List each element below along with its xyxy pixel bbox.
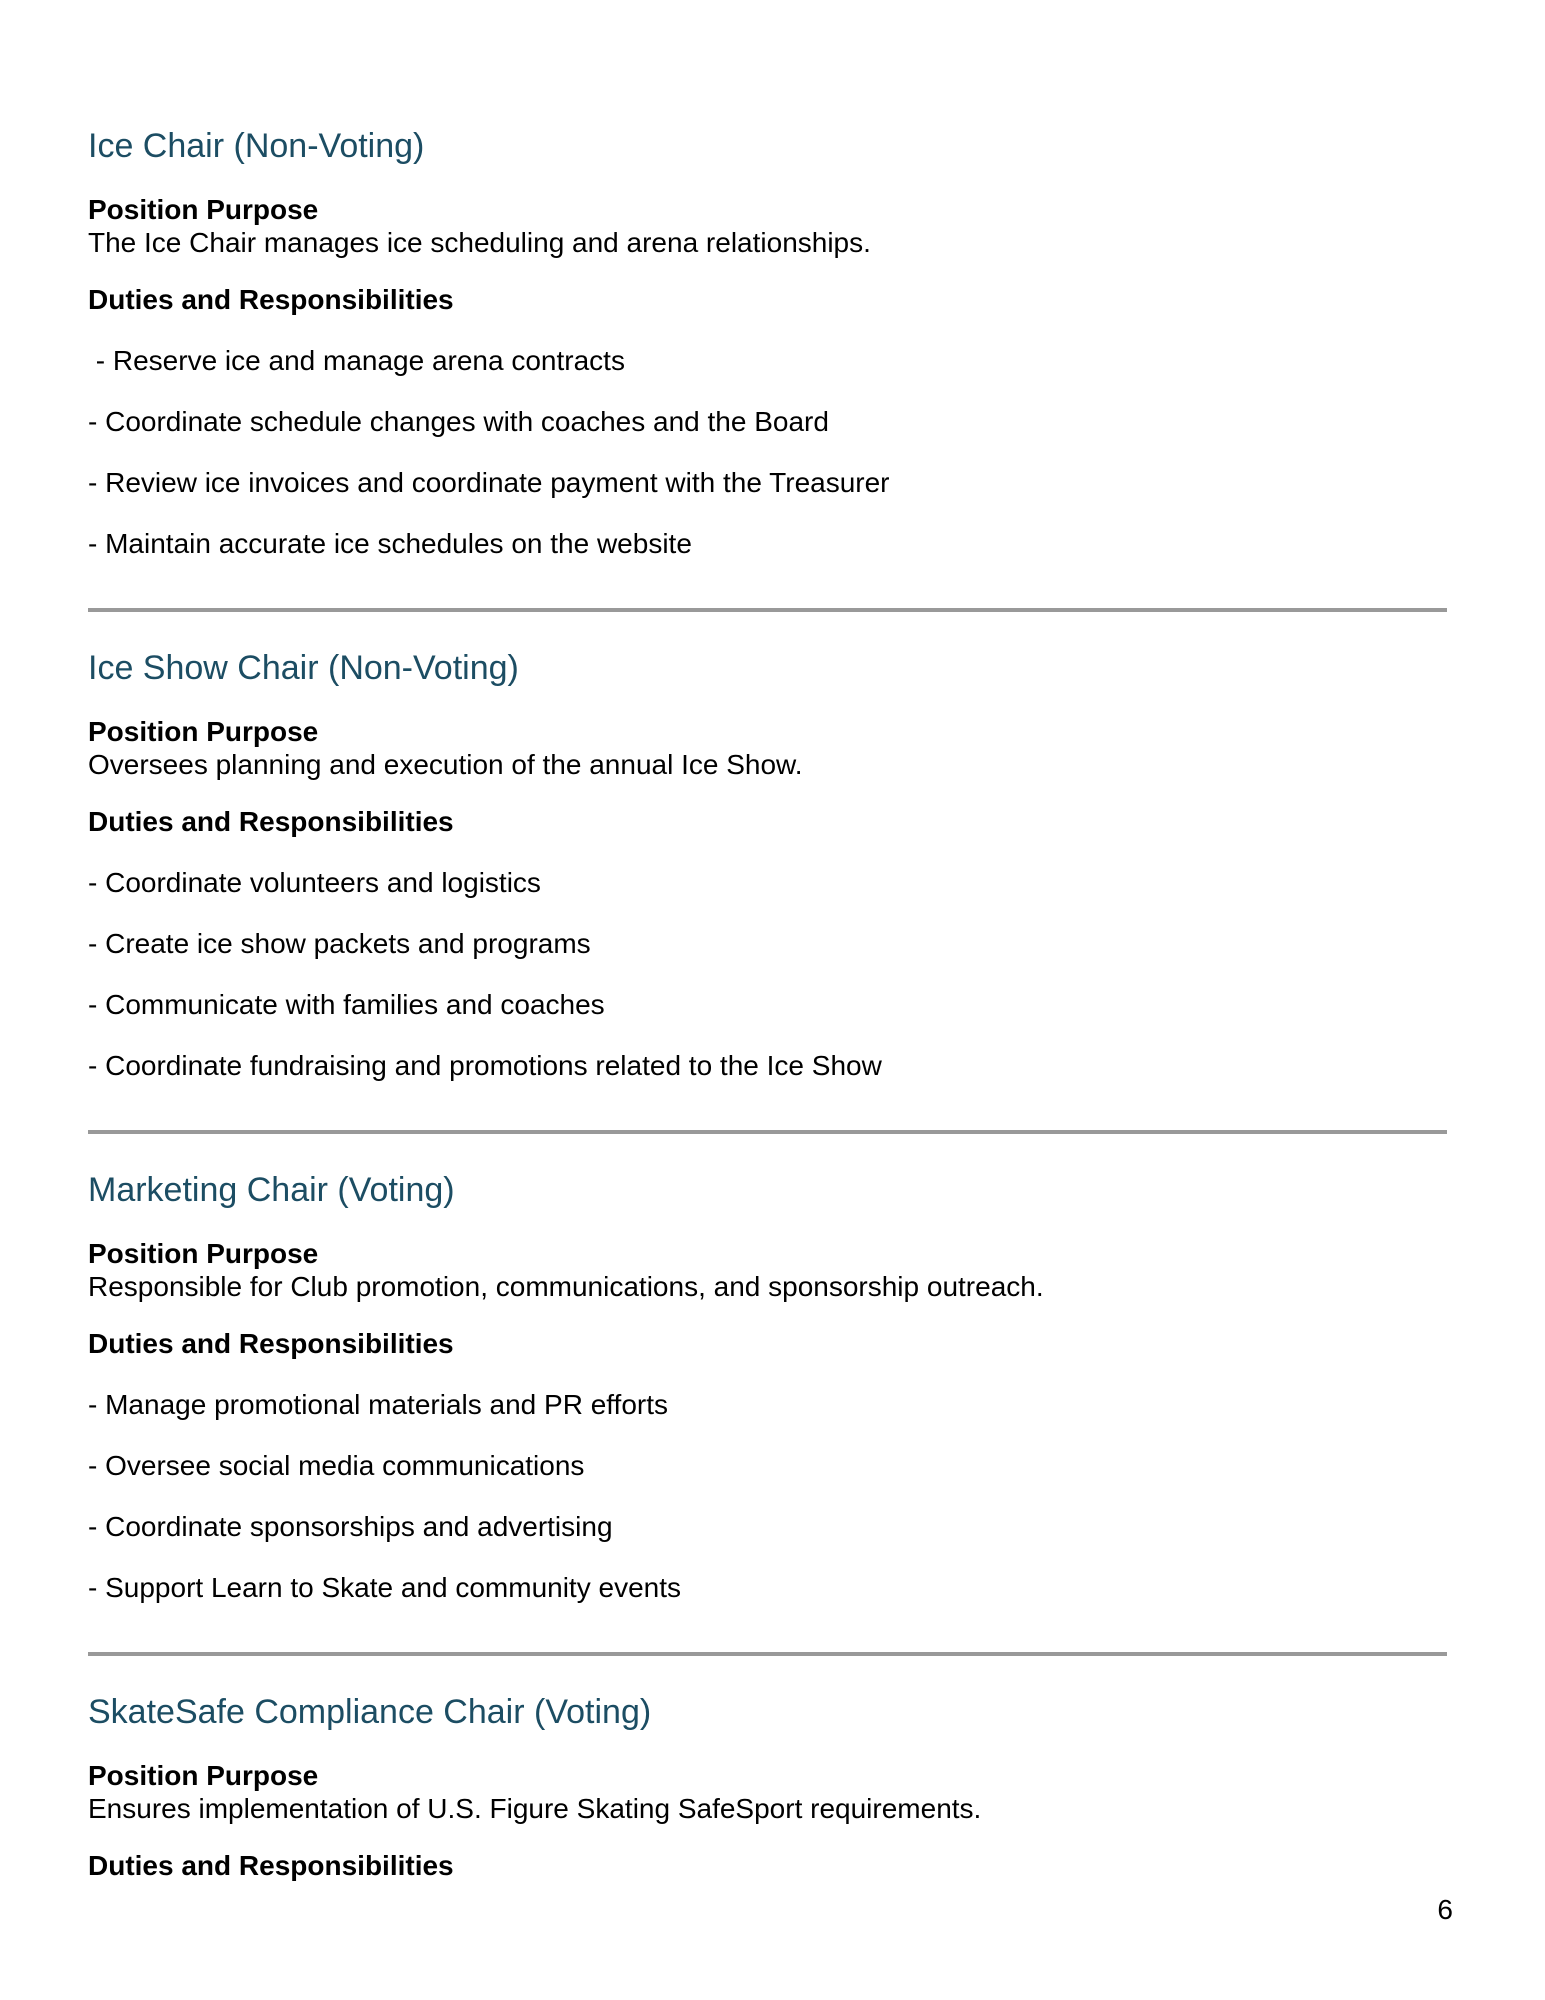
- duty-item: - Maintain accurate ice schedules on the website: [88, 528, 692, 559]
- section-divider: [88, 608, 1447, 612]
- duties-list: [88, 1388, 1447, 1604]
- duties-list: [88, 866, 1447, 1082]
- duties-label: Duties and Responsibilities: [88, 806, 454, 837]
- position-section: [88, 1170, 1447, 1656]
- page-number: 6: [1437, 1894, 1453, 1925]
- position-purpose-text: Oversees planning and execution of the annual Ice Show.: [88, 749, 803, 780]
- section-heading: Ice Chair (Non-Voting): [88, 127, 425, 165]
- section-heading: SkateSafe Compliance Chair (Voting): [88, 1693, 652, 1731]
- duty-item: - Reserve ice and manage arena contracts: [88, 345, 625, 376]
- section-heading: Ice Show Chair (Non-Voting): [88, 649, 519, 687]
- duty-item: - Review ice invoices and coordinate payment with the Treasurer: [88, 467, 890, 498]
- duty-item: - Coordinate fundraising and promotions related to the Ice Show: [88, 1050, 882, 1081]
- position-purpose-label: Position Purpose: [88, 716, 319, 747]
- position-section: [88, 648, 1447, 1134]
- section-divider: [88, 1130, 1447, 1134]
- duty-item: - Create ice show packets and programs: [88, 928, 591, 959]
- position-purpose-text: Responsible for Club promotion, communications, and sponsorship outreach.: [88, 1271, 1044, 1302]
- position-section: [88, 1692, 1447, 1882]
- duties-label: Duties and Responsibilities: [88, 284, 454, 315]
- duties-list: [88, 344, 1447, 560]
- sections-container: [88, 126, 1447, 1882]
- duty-item: - Coordinate sponsorships and advertising: [88, 1511, 613, 1542]
- duty-item: - Oversee social media communications: [88, 1450, 585, 1481]
- duty-item: - Communicate with families and coaches: [88, 989, 605, 1020]
- duties-label: Duties and Responsibilities: [88, 1850, 454, 1881]
- position-purpose-text: Ensures implementation of U.S. Figure Skating SafeSport requirements.: [88, 1793, 982, 1824]
- duty-item: - Coordinate volunteers and logistics: [88, 867, 541, 898]
- duty-item: - Coordinate schedule changes with coaches and the Board: [88, 406, 829, 437]
- position-purpose-label: Position Purpose: [88, 194, 319, 225]
- duty-item: - Support Learn to Skate and community events: [88, 1572, 681, 1603]
- position-purpose-text: The Ice Chair manages ice scheduling and arena relationships.: [88, 227, 871, 258]
- section-divider: [88, 1652, 1447, 1656]
- position-purpose-label: Position Purpose: [88, 1760, 319, 1791]
- position-section: [88, 126, 1447, 612]
- duties-label: Duties and Responsibilities: [88, 1328, 454, 1359]
- position-purpose-label: Position Purpose: [88, 1238, 319, 1269]
- duty-item: - Manage promotional materials and PR efforts: [88, 1389, 668, 1420]
- section-heading: Marketing Chair (Voting): [88, 1171, 455, 1209]
